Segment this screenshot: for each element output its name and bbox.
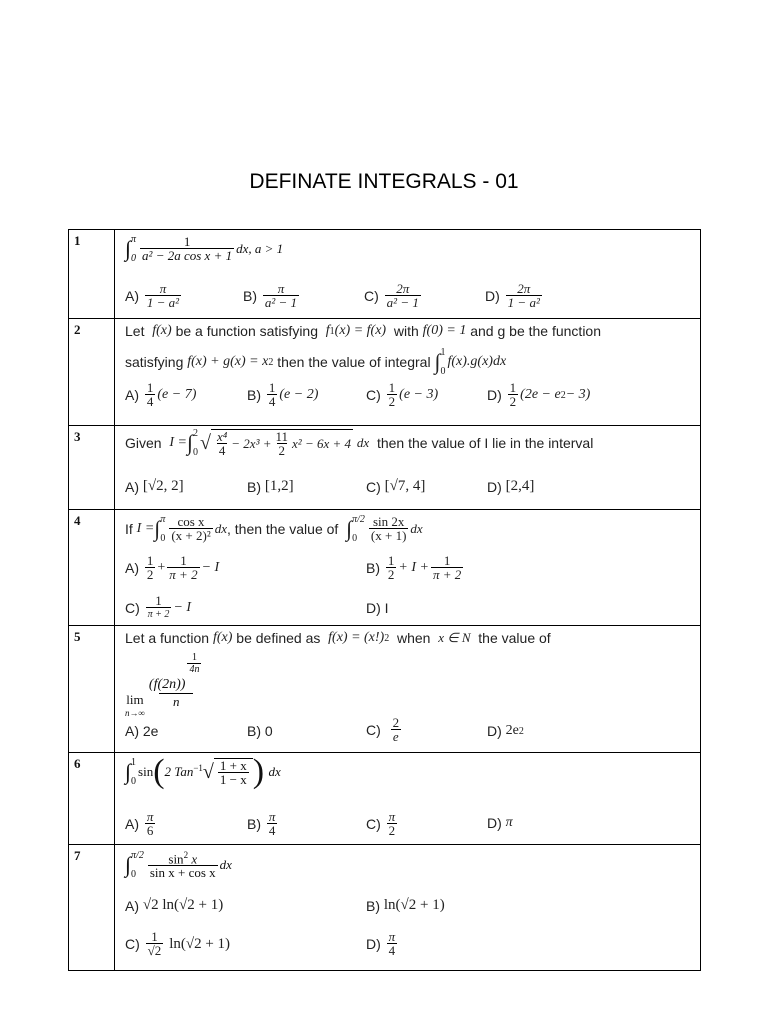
option-c[interactable]: C) $\frac{1}{\pi + 2}$ − I — [125, 593, 192, 620]
option-b[interactable]: B) 0 — [247, 723, 273, 739]
question-body — [115, 426, 701, 510]
question-row-6 — [69, 753, 701, 845]
question-body — [115, 845, 701, 971]
integral-sign: ∫ — [346, 516, 353, 541]
question-row-3 — [69, 426, 701, 510]
option-b[interactable]: B) $\frac{1}{4}$ (e − 2) — [247, 380, 319, 409]
question-row-1 — [69, 230, 701, 319]
question-number: 7 — [69, 845, 115, 971]
integral-sign: ∫ — [125, 851, 132, 877]
integral-sign: ∫ — [125, 236, 132, 261]
integral-sign: ∫ — [154, 516, 161, 541]
option-a[interactable]: A) $\frac{1}{4}$ (e − 7) — [125, 380, 197, 409]
question-number: 4 — [69, 510, 115, 626]
question-body — [115, 753, 701, 845]
question-number: 2 — [69, 319, 115, 426]
option-b[interactable]: B) $\frac{\pi}{\text{a² − 1}}$ — [243, 281, 298, 310]
question-row-4 — [69, 510, 701, 626]
option-d[interactable]: D) $\frac{1}{2}$ (2e − e 2 − 3) — [487, 380, 591, 409]
option-a[interactable]: A) √2 ln(√2 + 1) — [125, 897, 224, 914]
option-c[interactable]: C) $\frac{\pi}{2}$ — [366, 809, 396, 838]
option-c[interactable]: C) $\frac{1}{√2}$ ln(√2 + 1) — [125, 929, 231, 958]
option-a[interactable]: A) [√2, 2] — [125, 478, 184, 495]
question-stem: If I = ∫ π 0 $\frac{\text{cos x}}{\text{(x + 2)²}}$ dx , then the value of ∫ π/2 0 $\frac{\sin 2x}{(x + 1)}$ dx — [125, 514, 423, 544]
option-c[interactable]: C) [√7, 4] — [366, 478, 426, 495]
option-c[interactable]: C) $\frac{1}{2}$ (e − 3) — [366, 380, 439, 409]
question-number: 6 — [69, 753, 115, 845]
question-stem-line-1: Let f(x) be a function satisfying f 1 (x) = f(x) with f(0) = 1 and g be the function — [125, 323, 602, 339]
option-a[interactable]: A) $\frac{1}{2}$ + $\frac{1}{\pi + 2}$ − I — [125, 553, 220, 582]
integral-sign: ∫ — [125, 759, 132, 784]
option-a[interactable]: A) $\frac{\pi}{\text{1 − a²}}$ — [125, 281, 180, 310]
question-number: 5 — [69, 626, 115, 753]
question-body — [115, 319, 701, 426]
option-d[interactable]: D) $\frac{\pi}{4}$ — [366, 929, 396, 958]
question-row-2 — [69, 319, 701, 426]
option-b[interactable]: B) $\frac{\pi}{4}$ — [247, 809, 276, 838]
option-d[interactable]: D) [2,4] — [487, 478, 535, 495]
option-a[interactable]: A) 2e — [125, 723, 159, 739]
option-c[interactable]: C) $\frac{2}{e}$ — [366, 715, 400, 744]
option-c[interactable]: C) $\frac{2\pi}{\text{a² − 1}}$ — [364, 281, 419, 310]
question-number: 1 — [69, 230, 115, 319]
option-d[interactable]: D) π — [487, 815, 513, 831]
integral-sign: ∫ — [434, 349, 441, 374]
question-row-5 — [69, 626, 701, 753]
question-body — [115, 510, 701, 626]
option-d[interactable]: D) $\frac{2\pi}{\text{1 − a²}}$ — [485, 281, 540, 310]
integrand-fraction: $\frac{1}{\text{a² − 2a cos x + 1}}$ — [142, 234, 233, 263]
question-stem: ∫ 1 0 sin ( 2 Tan $^{-1}$ √ $\frac{1 + x}{1 - x}$ ) dx — [125, 753, 281, 790]
question-stem: Given I = ∫ 2 0 √ $\frac{\text{x⁴}}{4}$ − 2x³ + $\frac{11}{2}$ x² − 6x + 4 dx then the value of I lie in the interval — [125, 428, 594, 458]
question-number: 3 — [69, 426, 115, 510]
question-stem: ∫ π 0 $\frac{1}{\text{a² − 2a cos x + 1}}$ dx, a > 1 — [125, 234, 284, 264]
option-d[interactable]: D) 2e 2 — [487, 723, 524, 739]
question-stem-line-2: satisfying f(x) + g(x) = x 2 then the value of integral ∫ 1 0 f(x).g(x)dx — [125, 347, 507, 377]
square-root: √ $\frac{1 + x}{1 - x}$ — [203, 758, 253, 787]
limit-expression: lim n→∞ (f(2n)) $\frac{1}{4n}$ n — [125, 652, 200, 718]
option-b[interactable]: B) [1,2] — [247, 478, 294, 495]
integral-sign: ∫ — [186, 430, 193, 455]
page-title: DEFINATE INTEGRALS - 01 — [249, 170, 519, 193]
questions-table — [68, 229, 701, 971]
option-b[interactable]: B) ln(√2 + 1) — [366, 897, 445, 914]
question-stem-line-1: Let a function f(x) be defined as f(x) = (x!) 2 when x ∈ N the value of — [125, 630, 551, 646]
question-body — [115, 626, 701, 753]
option-b[interactable]: B) $\frac{1}{2}$ + I + $\frac{1}{\pi + 2}$ — [366, 553, 462, 582]
question-body — [115, 230, 701, 319]
square-root: √ $\frac{\text{x⁴}}{4}$ − 2x³ + $\frac{11}{2}$ x² − 6x + 4 — [200, 428, 352, 458]
option-d[interactable]: D) I — [366, 600, 389, 616]
question-stem: ∫ π/2 0 $\frac{\sin^2 x}{\text{sin x + cos x}}$ dx — [125, 849, 232, 881]
question-row-7 — [69, 845, 701, 971]
option-a[interactable]: A) $\frac{\pi}{6}$ — [125, 809, 154, 838]
